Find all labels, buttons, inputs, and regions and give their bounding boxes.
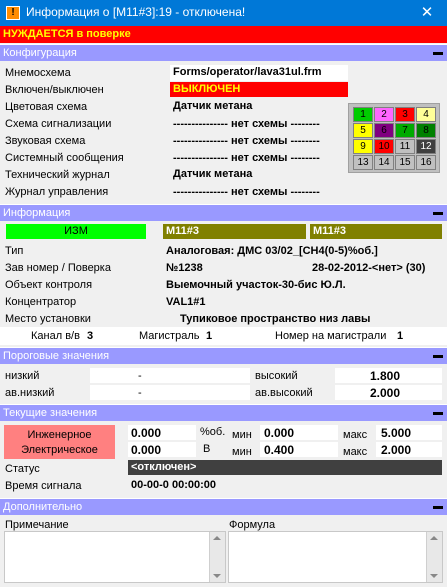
color-cell: 8 — [416, 123, 436, 138]
config-label-techlog: Технический журнал — [5, 169, 110, 181]
config-value-sysmsg: --------------- нет схемы -------- — [173, 152, 320, 164]
trunk-value: 1 — [206, 330, 213, 342]
eng-min-label: мин — [232, 429, 252, 441]
low-value: - — [138, 370, 142, 382]
hub-label: Концентратор — [5, 296, 77, 308]
color-cell: 16 — [416, 155, 436, 170]
id-field-2: M11#3 — [310, 224, 442, 239]
color-cell: 5 — [353, 123, 373, 138]
color-cell: 7 — [395, 123, 415, 138]
collapse-icon[interactable] — [433, 212, 443, 215]
collapse-icon[interactable] — [433, 355, 443, 358]
time-label: Время сигнала — [5, 480, 82, 492]
elec-min-label: мин — [232, 446, 252, 458]
config-label-sound: Звуковая схема — [5, 135, 86, 147]
scroll-up-icon[interactable] — [430, 536, 438, 540]
eng-max: 5.000 — [381, 426, 412, 440]
section-extra-header[interactable] — [0, 498, 447, 515]
status-value: <отключен> — [128, 460, 442, 475]
collapse-icon[interactable] — [433, 412, 443, 415]
formula-scrollbar[interactable] — [426, 532, 442, 582]
eng-unit: %об. — [200, 426, 226, 438]
note-label: Примечание — [5, 519, 69, 531]
section-thresholds-title: Пороговые значения — [3, 350, 110, 362]
serial-label: Зав номер / Поверка — [5, 262, 111, 274]
eng-value: 0.000 — [131, 426, 162, 440]
section-config-header[interactable] — [0, 44, 447, 61]
scroll-up-icon[interactable] — [213, 536, 221, 540]
color-cell: 2 — [374, 107, 394, 122]
color-cell: 1 — [353, 107, 373, 122]
electrical-mode-label: Электрическое — [21, 444, 98, 456]
serial-value: №1238 — [166, 262, 203, 274]
type-value: Аналоговая: ДМС 03/02_[CH4(0-5)%об.] — [166, 245, 378, 257]
section-info-title: Информация — [3, 207, 71, 219]
elec-max: 2.000 — [381, 443, 412, 457]
scroll-down-icon[interactable] — [213, 574, 221, 578]
status-label: Статус — [5, 463, 40, 475]
config-label-color: Цветовая схема — [5, 101, 88, 113]
hub-value: VAL1#1 — [166, 296, 206, 308]
object-value: Выемочный участок-30-бис Ю.Л. — [166, 279, 346, 291]
color-cell: 9 — [353, 139, 373, 154]
izm-indicator: ИЗМ — [6, 224, 146, 239]
color-cell: 10 — [374, 139, 394, 154]
color-cell: 13 — [353, 155, 373, 170]
elec-max-label: макс — [343, 446, 368, 458]
color-cell: 15 — [395, 155, 415, 170]
high-label: высокий — [255, 370, 298, 382]
elec-value: 0.000 — [131, 443, 162, 457]
collapse-icon[interactable] — [433, 506, 443, 509]
engineering-mode-label: Инженерное — [27, 429, 92, 441]
id-field-1: M11#3 — [163, 224, 306, 239]
alow-value: - — [138, 387, 142, 399]
trunk-label: Магистраль — [139, 330, 200, 342]
note-textarea[interactable] — [4, 531, 226, 583]
low-label: низкий — [5, 370, 40, 382]
section-current-header[interactable] — [0, 404, 447, 421]
scroll-down-icon[interactable] — [430, 574, 438, 578]
object-label: Объект контроля — [5, 279, 93, 291]
config-value-ctrllog: --------------- нет схемы -------- — [173, 186, 320, 198]
section-config-title: Конфигурация — [3, 47, 77, 59]
high-value: 1.800 — [370, 369, 401, 383]
elec-min: 0.400 — [264, 443, 295, 457]
trunk-num-value: 1 — [397, 330, 404, 342]
ahigh-label: ав.высокий — [255, 387, 313, 399]
formula-label: Формула — [229, 519, 276, 531]
config-value-color: Датчик метана — [173, 100, 253, 112]
color-cell: 14 — [374, 155, 394, 170]
elec-unit: В — [203, 443, 211, 455]
place-label: Место установки — [5, 313, 91, 325]
low-field — [90, 368, 250, 383]
trunk-num-label: Номер на магистрали — [275, 330, 387, 342]
config-label-alarm: Схема сигнализации — [5, 118, 112, 130]
eng-max-label: макс — [343, 429, 368, 441]
close-button[interactable]: ✕ — [420, 4, 434, 21]
verify-value: 28-02-2012-<нет> (30) — [312, 262, 426, 274]
formula-textarea[interactable] — [228, 531, 443, 583]
color-cell: 4 — [416, 107, 436, 122]
config-value-mnemo: Forms/operator/lava31ul.frm — [170, 65, 348, 81]
channel-label: Канал в/в — [31, 330, 80, 342]
time-value: 00-00-0 00:00:00 — [131, 479, 217, 491]
color-cell: 3 — [395, 107, 415, 122]
channel-value: 3 — [87, 330, 94, 342]
config-label-onoff: Включен/выключен — [5, 84, 104, 96]
window-titlebar — [0, 0, 447, 26]
config-label-mnemo: Мнемосхема — [5, 67, 71, 79]
alow-field — [90, 385, 250, 400]
mode-switch[interactable] — [4, 425, 115, 459]
color-cell: 6 — [374, 123, 394, 138]
eng-min: 0.000 — [264, 426, 295, 440]
warning-icon: ! — [6, 6, 20, 20]
config-value-techlog: Датчик метана — [173, 168, 253, 180]
color-cell: 11 — [395, 139, 415, 154]
place-value: Тупиковое пространство низ лавы — [180, 313, 371, 325]
config-value-sound: --------------- нет схемы -------- — [173, 135, 320, 147]
section-current-title: Текущие значения — [3, 407, 98, 419]
window-title: Информация о [M11#3]:19 - отключена! — [26, 5, 246, 19]
config-label-sysmsg: Системный сообщения — [5, 152, 124, 164]
section-thresholds-header[interactable] — [0, 347, 447, 364]
alert-banner: НУЖДАЕТСЯ в поверке — [0, 26, 447, 43]
section-info-header[interactable] — [0, 204, 447, 221]
alow-label: ав.низкий — [5, 387, 55, 399]
config-value-alarm: --------------- нет схемы -------- — [173, 118, 320, 130]
color-cell: 12 — [416, 139, 436, 154]
config-value-onoff: ВЫКЛЮЧЕН — [170, 82, 348, 97]
section-extra-title: Дополнительно — [3, 501, 83, 513]
collapse-icon[interactable] — [433, 52, 443, 55]
type-label: Тип — [5, 245, 24, 257]
config-label-ctrllog: Журнал управления — [5, 186, 109, 198]
ahigh-value: 2.000 — [370, 386, 401, 400]
color-scheme-grid — [348, 103, 440, 173]
note-scrollbar[interactable] — [209, 532, 225, 582]
